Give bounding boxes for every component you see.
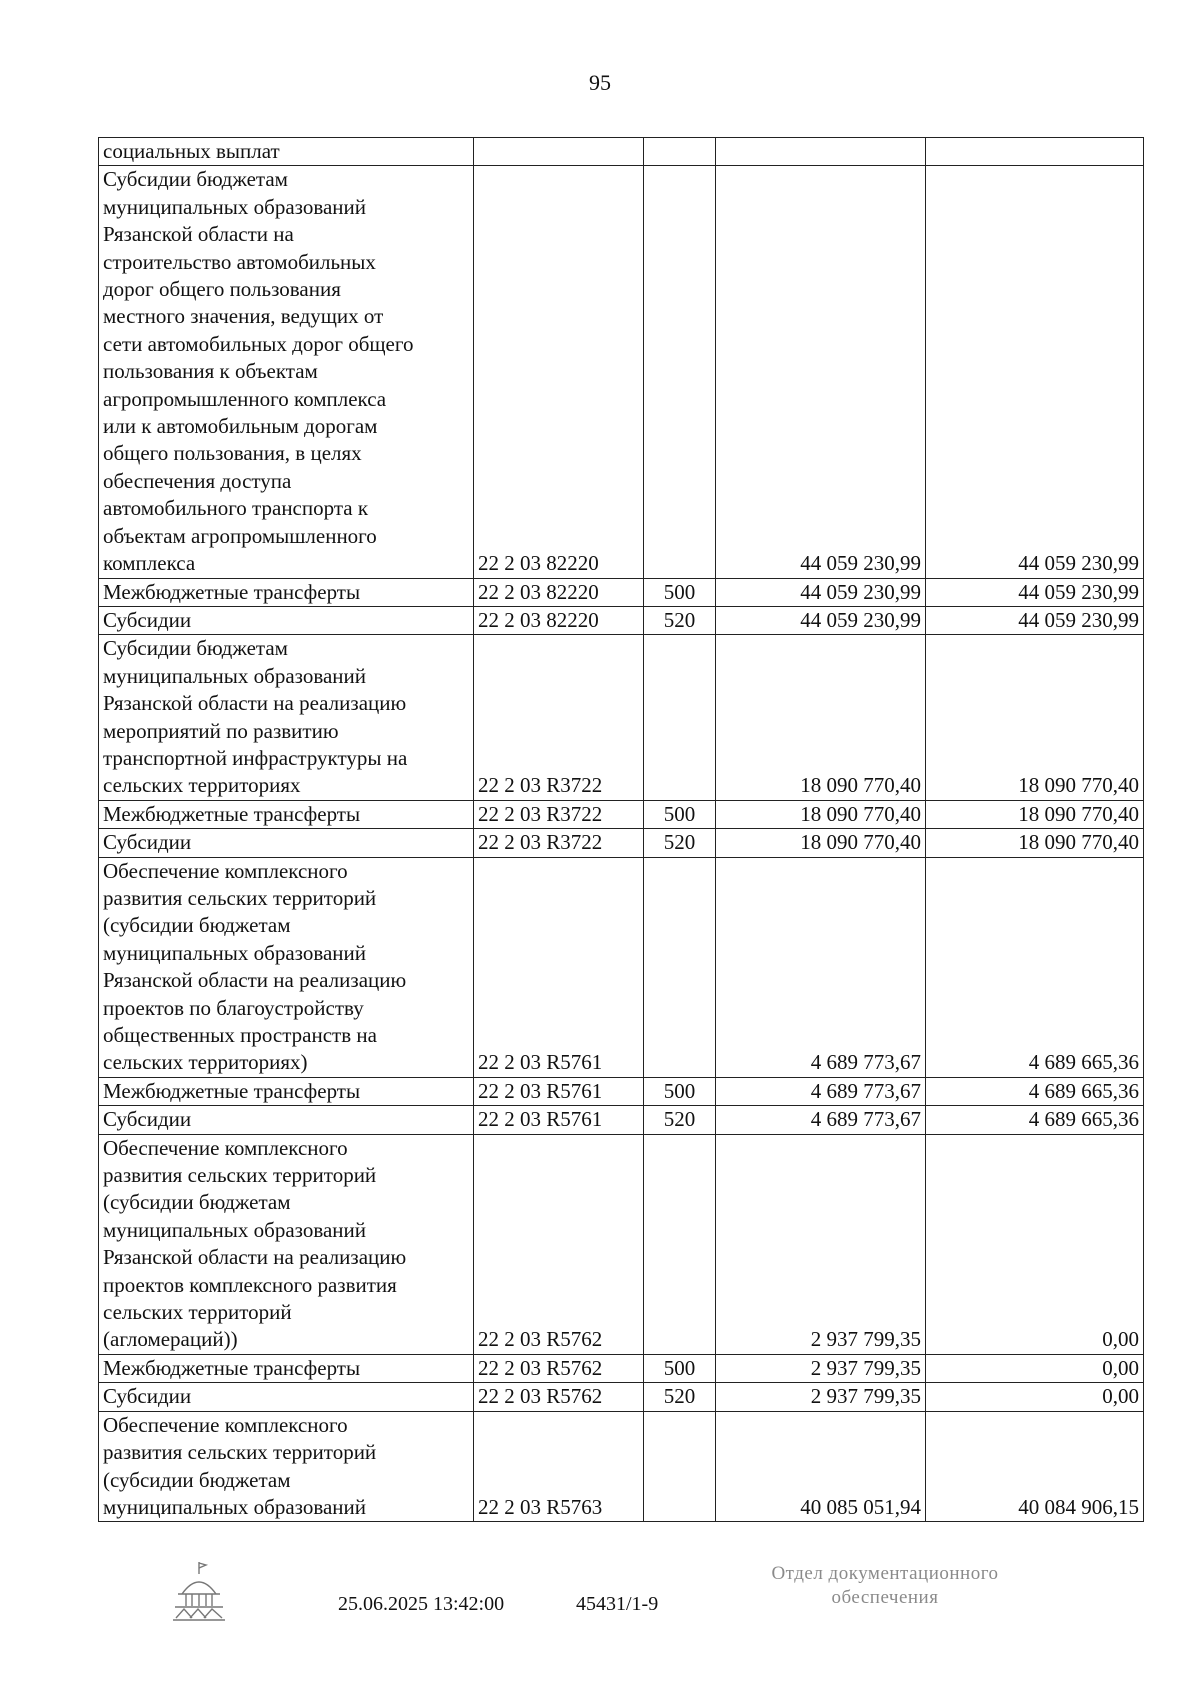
row-vr-cell — [644, 635, 716, 800]
row-vr-cell — [644, 1134, 716, 1354]
row-name-line: местного значения, ведущих от — [103, 304, 384, 329]
department-stamp-line2: обеспечения — [831, 1587, 939, 1608]
row-amount2-cell: 4 689 665,36 — [926, 1106, 1144, 1134]
row-name-line: Обеспечение комплексного — [103, 1135, 348, 1160]
row-name-cell — [99, 166, 474, 578]
footer-doc-number: 45431/1-9 — [576, 1593, 659, 1615]
row-name-line: Субсидии — [103, 1384, 192, 1409]
row-code-cell: 22 2 03 82220 — [474, 606, 644, 634]
table-row — [99, 1383, 1144, 1411]
row-name-line: Субсидии — [103, 1107, 192, 1132]
row-name-line: строительство автомобильных — [103, 249, 376, 274]
row-code-cell: 22 2 03 R5762 — [474, 1134, 644, 1354]
row-name-line: сельских территорий — [103, 1300, 292, 1325]
table-row — [99, 800, 1144, 828]
row-vr-cell: 500 — [644, 1077, 716, 1105]
row-amount1-cell: 44 059 230,99 — [716, 578, 926, 606]
row-name-line: (субсидии бюджетам — [103, 913, 291, 938]
table-row — [99, 606, 1144, 634]
row-name-line: Субсидии — [103, 830, 192, 855]
footer-datetime: 25.06.2025 13:42:00 — [338, 1593, 505, 1615]
row-vr-cell: 500 — [644, 800, 716, 828]
row-amount2-cell: 18 090 770,40 — [926, 829, 1144, 857]
row-amount2-cell: 44 059 230,99 — [926, 578, 1144, 606]
duma-emblem-icon — [170, 1560, 228, 1622]
row-code-cell: 22 2 03 R5761 — [474, 857, 644, 1077]
row-name-cell — [99, 1134, 474, 1354]
row-code-cell: 22 2 03 R3722 — [474, 635, 644, 800]
row-amount2-cell: 44 059 230,99 — [926, 606, 1144, 634]
row-amount2-cell: 18 090 770,40 — [926, 800, 1144, 828]
row-amount1-cell: 40 085 051,94 — [716, 1411, 926, 1522]
budget-table — [98, 137, 1144, 1522]
table-row — [99, 635, 1144, 800]
row-name-line: муниципальных образований — [103, 663, 366, 688]
table-row — [99, 578, 1144, 606]
row-name-line: Обеспечение комплексного — [103, 1412, 348, 1437]
row-amount1-cell: 2 937 799,35 — [716, 1383, 926, 1411]
row-code-cell: 22 2 03 R3722 — [474, 829, 644, 857]
row-amount1-cell: 44 059 230,99 — [716, 166, 926, 578]
row-amount2-cell: 40 084 906,15 — [926, 1411, 1144, 1522]
row-name-line: обеспечения доступа — [103, 468, 292, 493]
row-vr-cell: 520 — [644, 1383, 716, 1411]
row-amount1-cell: 4 689 773,67 — [716, 1077, 926, 1105]
row-code-cell: 22 2 03 82220 — [474, 578, 644, 606]
row-amount2-cell: 0,00 — [926, 1383, 1144, 1411]
row-name-line: развития сельских территорий — [103, 885, 377, 910]
row-name-line: агропромышленного комплекса — [103, 386, 387, 411]
row-amount1-cell — [716, 138, 926, 166]
row-vr-cell: 500 — [644, 578, 716, 606]
row-name-line: Субсидии бюджетам — [103, 167, 288, 192]
row-name-line: Рязанской области на реализацию — [103, 691, 407, 716]
row-name-line: социальных выплат — [103, 139, 280, 163]
row-name-line: транспортной инфраструктуры на — [103, 745, 408, 770]
table-row — [99, 1411, 1144, 1522]
row-name-line: (субсидии бюджетам — [103, 1467, 291, 1492]
row-name-line: объектам агропромышленного — [103, 523, 377, 548]
row-name-line: Межбюджетные трансферты — [103, 801, 361, 826]
row-name-line: мероприятий по развитию — [103, 718, 339, 743]
row-name-cell — [99, 606, 474, 634]
row-name-line: комплекса — [103, 551, 196, 576]
row-vr-cell: 520 — [644, 606, 716, 634]
row-code-cell: 22 2 03 R5762 — [474, 1354, 644, 1382]
row-name-cell — [99, 1383, 474, 1411]
row-name-line: Субсидии бюджетам — [103, 636, 288, 661]
row-amount2-cell: 4 689 665,36 — [926, 1077, 1144, 1105]
row-vr-cell — [644, 1411, 716, 1522]
row-name-line: развития сельских территорий — [103, 1163, 377, 1188]
row-name-cell — [99, 1354, 474, 1382]
row-name-cell — [99, 138, 474, 166]
row-name-line: развития сельских территорий — [103, 1440, 377, 1465]
row-name-line: сети автомобильных дорог общего — [103, 331, 414, 356]
row-amount1-cell: 2 937 799,35 — [716, 1354, 926, 1382]
row-amount2-cell: 18 090 770,40 — [926, 635, 1144, 800]
row-amount2-cell — [926, 138, 1144, 166]
row-name-line: (субсидии бюджетам — [103, 1190, 291, 1215]
row-amount1-cell: 18 090 770,40 — [716, 635, 926, 800]
table-row — [99, 1106, 1144, 1134]
table-row — [99, 1354, 1144, 1382]
row-name-cell — [99, 800, 474, 828]
row-name-line: Рязанской области на реализацию — [103, 1245, 407, 1270]
row-name-line: муниципальных образований — [103, 1217, 366, 1242]
row-name-line: общего пользования, в целях — [103, 441, 362, 466]
row-name-line: (агломераций)) — [103, 1327, 238, 1352]
row-name-cell — [99, 1106, 474, 1134]
row-name-line: или к автомобильным дорогам — [103, 414, 378, 439]
row-amount1-cell: 18 090 770,40 — [716, 800, 926, 828]
row-amount1-cell: 4 689 773,67 — [716, 857, 926, 1077]
row-vr-cell: 520 — [644, 829, 716, 857]
row-name-line: проектов по благоустройству — [103, 995, 364, 1020]
row-name-line: Межбюджетные трансферты — [103, 579, 361, 604]
row-name-line: Субсидии — [103, 607, 192, 632]
budget-table-body — [99, 138, 1144, 1522]
row-name-line: Межбюджетные трансферты — [103, 1078, 361, 1103]
row-name-line: Обеспечение комплексного — [103, 858, 348, 883]
row-name-cell — [99, 857, 474, 1077]
row-name-line: Рязанской области на реализацию — [103, 968, 407, 993]
row-amount1-cell: 18 090 770,40 — [716, 829, 926, 857]
row-amount2-cell: 0,00 — [926, 1134, 1144, 1354]
row-amount1-cell: 4 689 773,67 — [716, 1106, 926, 1134]
table-row — [99, 1134, 1144, 1354]
row-name-line: Рязанской области на — [103, 222, 294, 247]
row-code-cell: 22 2 03 R5763 — [474, 1411, 644, 1522]
department-stamp-line1: Отдел документационного — [771, 1563, 999, 1584]
table-row — [99, 1077, 1144, 1105]
row-vr-cell: 520 — [644, 1106, 716, 1134]
row-amount1-cell: 2 937 799,35 — [716, 1134, 926, 1354]
row-code-cell: 22 2 03 R3722 — [474, 800, 644, 828]
row-amount2-cell: 44 059 230,99 — [926, 166, 1144, 578]
row-name-cell — [99, 1411, 474, 1522]
row-name-line: пользования к объектам — [103, 359, 318, 384]
row-name-cell — [99, 635, 474, 800]
row-amount2-cell: 0,00 — [926, 1354, 1144, 1382]
department-stamp — [720, 1562, 1050, 1610]
row-name-line: сельских территориях) — [103, 1050, 308, 1075]
row-amount1-cell: 44 059 230,99 — [716, 606, 926, 634]
page-number: 95 — [589, 70, 611, 95]
row-name-line: общественных пространств на — [103, 1023, 377, 1047]
row-vr-cell — [644, 138, 716, 166]
row-code-cell: 22 2 03 R5761 — [474, 1106, 644, 1134]
row-name-line: Межбюджетные трансферты — [103, 1355, 361, 1380]
row-name-line: муниципальных образований — [103, 194, 366, 219]
row-name-line: дорог общего пользования — [103, 277, 341, 302]
row-name-line: проектов комплексного развития — [103, 1272, 397, 1297]
row-vr-cell — [644, 166, 716, 578]
table-row — [99, 166, 1144, 578]
row-name-line: автомобильного транспорта к — [103, 496, 369, 521]
row-name-line: муниципальных образований — [103, 1494, 366, 1519]
row-name-cell — [99, 578, 474, 606]
row-code-cell: 22 2 03 R5761 — [474, 1077, 644, 1105]
row-name-cell — [99, 1077, 474, 1105]
row-name-line: сельских территориях — [103, 773, 301, 798]
table-row — [99, 829, 1144, 857]
row-name-cell — [99, 829, 474, 857]
row-code-cell: 22 2 03 R5762 — [474, 1383, 644, 1411]
row-vr-cell: 500 — [644, 1354, 716, 1382]
table-row — [99, 138, 1144, 166]
row-vr-cell — [644, 857, 716, 1077]
row-code-cell — [474, 138, 644, 166]
row-name-line: муниципальных образований — [103, 940, 366, 965]
row-amount2-cell: 4 689 665,36 — [926, 857, 1144, 1077]
row-code-cell: 22 2 03 82220 — [474, 166, 644, 578]
table-row — [99, 857, 1144, 1077]
